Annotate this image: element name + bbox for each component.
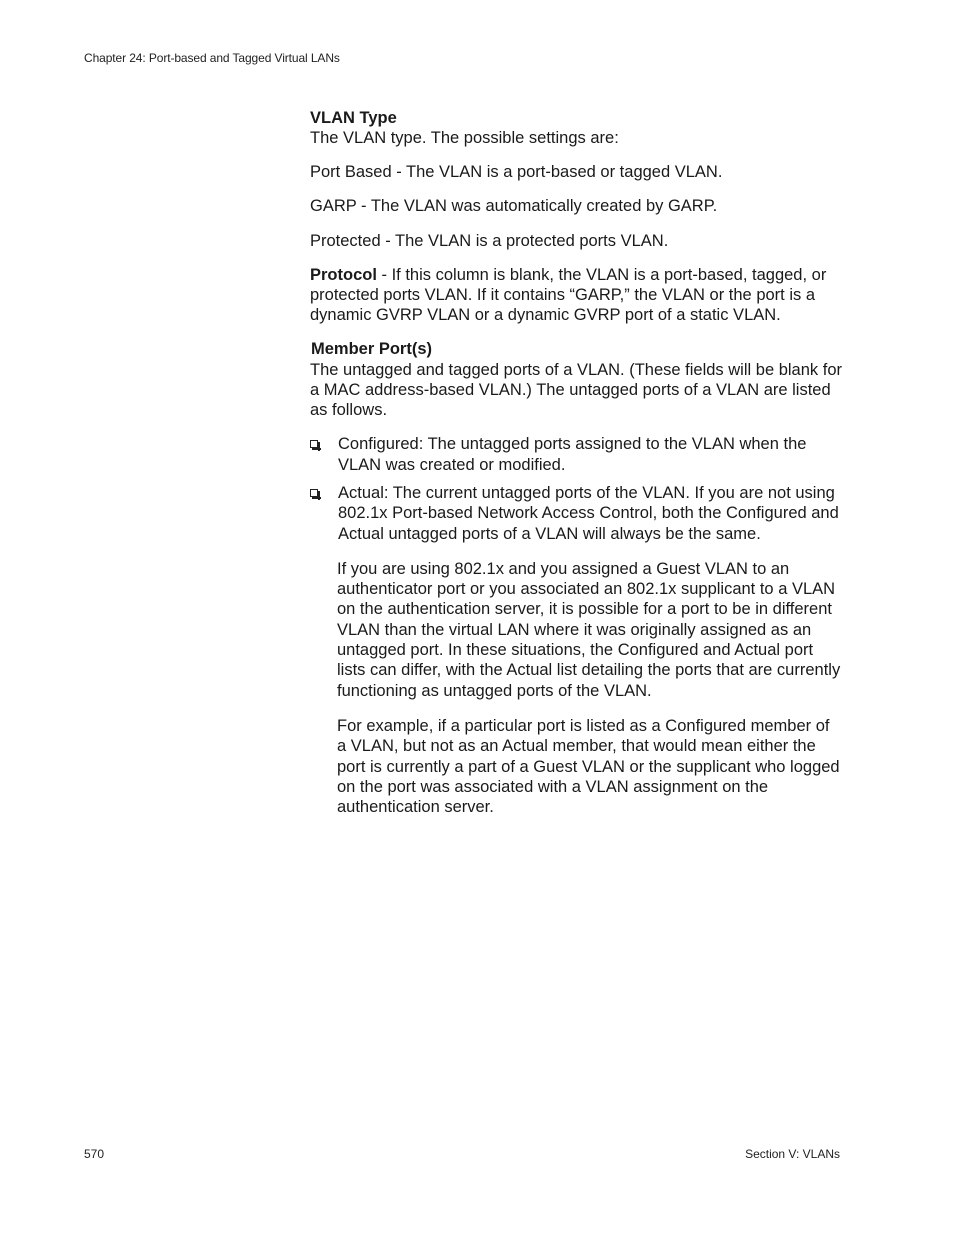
vlan-type-intro: The VLAN type. The possible settings are: [310,129,619,148]
checkbox-bullet-icon [310,489,318,497]
protocol-description: - If this column is blank, the VLAN is a port-based, tagged, or protected ports VLAN. If it contains “GARP,” the VLAN or the port is a dynamic GVRP VLAN or a dynamic GVRP port of a static VLAN. [310,265,827,325]
example-paragraph: For example, if a particular port is listed as a Configured member of a VLAN, but not as an Actual member, that would mean either the port is currently a part of a Guest VLAN or the supplicant who logged on the port was associated with a VLAN assignment on the authentication server. [337,716,840,817]
running-header: Chapter 24: Port-based and Tagged Virtual LANs [84,51,340,65]
list-item [310,434,842,475]
untagged-ports-list [310,434,842,543]
page-content [310,108,842,831]
bullet-text-actual: Actual: The current untagged ports of the VLAN. If you are not using 802.1x Port-based Network Access Control, both the Configured and Actual untagged ports of a VLAN will always be the same. [338,483,839,543]
bullet-text-configured: Configured: The untagged ports assigned to the VLAN when the VLAN was created or modified. [338,435,807,474]
vlan-type-heading: VLAN Type [310,109,397,127]
member-ports-intro: The untagged and tagged ports of a VLAN. (These fields will be blank for a MAC address-based VLAN.) The untagged ports of a VLAN are listed as follows. [310,360,842,420]
member-ports-heading: Member Port(s) [311,340,433,359]
guest-vlan-paragraph: If you are using 802.1x and you assigned a Guest VLAN to an authenticator port or you associated an 802.1x supplicant to a VLAN on the authentication server, it is possible for a port to be in different VLAN than the virtual LAN where it was originally assigned as an untagged port. In these situations, the Configured and Actual port lists can differ, with the Actual list detailing the ports that are currently functioning as untagged ports of the VLAN. [337,559,841,700]
vlan-type-setting-protected: Protected - The VLAN is a protected ports VLAN. [310,231,669,250]
protocol-paragraph [310,265,842,326]
vlan-type-setting-garp: GARP - The VLAN was automatically created by GARP. [310,197,718,216]
checkbox-bullet-icon [310,440,318,448]
vlan-type-setting-port-based: Port Based - The VLAN is a port-based or tagged VLAN. [310,163,723,182]
list-item [310,483,842,544]
page-number: 570 [84,1147,105,1161]
protocol-term: Protocol [310,265,377,284]
section-label: Section V: VLANs [745,1147,840,1161]
